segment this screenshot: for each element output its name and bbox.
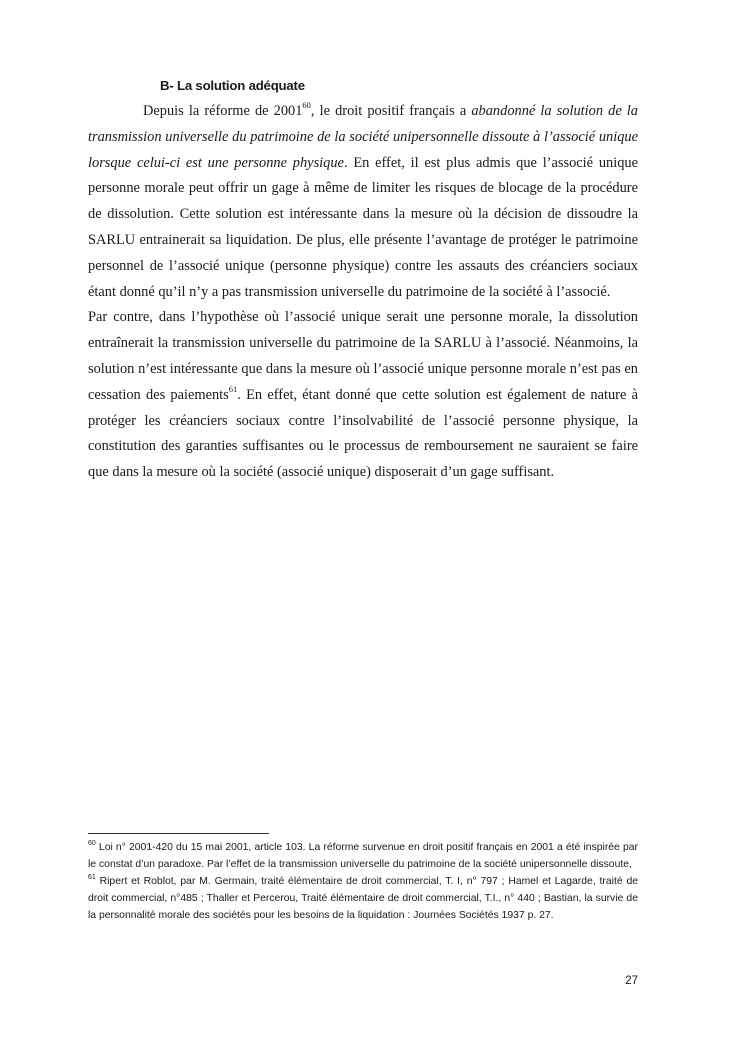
footnotes <box>88 839 638 924</box>
footnote-number: 61 <box>88 873 96 881</box>
paragraph-1-italic: abandonné la solution de la transmission universelle du patrimoine de la société unipersonnelle dissoute à l’associé unique lorsque celui-ci est une personne physique <box>88 103 639 171</box>
paragraph-2-text-a: Par contre, dans l’hypothèse où l’associé unique serait une personne morale, la dissolution entraînerait la transmission universelle du patrimoine de la SARLU à l’associé. Néanmoins, la solution n’est intéressante que dans la mesure où l’associé unique personne morale n’est pas en cessation des paiements <box>88 309 638 403</box>
paragraph-1-text-b: , le droit positif français a <box>310 103 472 119</box>
footnote-separator <box>88 833 269 834</box>
page-number: 27 <box>625 975 638 987</box>
paragraph-1 <box>88 99 638 305</box>
paragraph-1-text-a: Depuis la réforme de 2001 <box>143 103 303 119</box>
footnote-61 <box>88 873 638 924</box>
footnote-ref-61[interactable]: 61 <box>228 383 238 394</box>
footnote-ref-60[interactable]: 60 <box>302 100 311 111</box>
body-text <box>88 99 638 486</box>
paragraph-2 <box>88 305 638 486</box>
paragraph-1-text-c: . En effet, il est plus admis que l’associé unique personne morale peut offrir un gage à même de limiter les risques de blocage de la procédure de dissolution. Cette solution est intéressante dans la mesure où la décision de dissoudre la SARLU entrainerait sa liquidation. De plus, elle présente l’avantage de protéger le patrimoine personnel de l’associé unique (personne physique) contre les assauts des créanciers sociaux étant donné qu’il n’y a pas transmission universelle du patrimoine de la société à l’associé. <box>88 154 638 300</box>
footnote-number: 60 <box>88 839 96 847</box>
paragraph-2-text-b: . En effet, étant donné que cette solution est également de nature à protéger les créanciers sociaux contre l’insolvabilité de l’associé personne physique, la constitution des garanties suffisantes ou le processus de remboursement ne sauraient se faire que dans la mesure où la société (associé unique) disposerait d’un gage suffisant. <box>88 386 638 481</box>
footnote-text: Loi n° 2001-420 du 15 mai 2001, article 103. La réforme survenue en droit positif français en 2001 a été inspirée par le constat d’un paradoxe. Par l’effet de la transmission universelle du patrimoine de la société unipersonnelle dissoute, <box>88 842 638 870</box>
footnote-60 <box>88 839 638 873</box>
footnote-text: Ripert et Roblot, par M. Germain, traité élémentaire de droit commercial, T. I, n° 797 ; Hamel et Lagarde, traité de droit commercial, n°485 ; Thaller et Percerou, Traité élémentaire de droit commercial, T.I., n° 440 ; Bastian, la survie de la personnalité morale des sociétés pour les besoins de la liquidation : Journées Sociétés 1937 p. 27. <box>88 876 638 921</box>
section-heading: B- La solution adéquate <box>160 78 305 93</box>
